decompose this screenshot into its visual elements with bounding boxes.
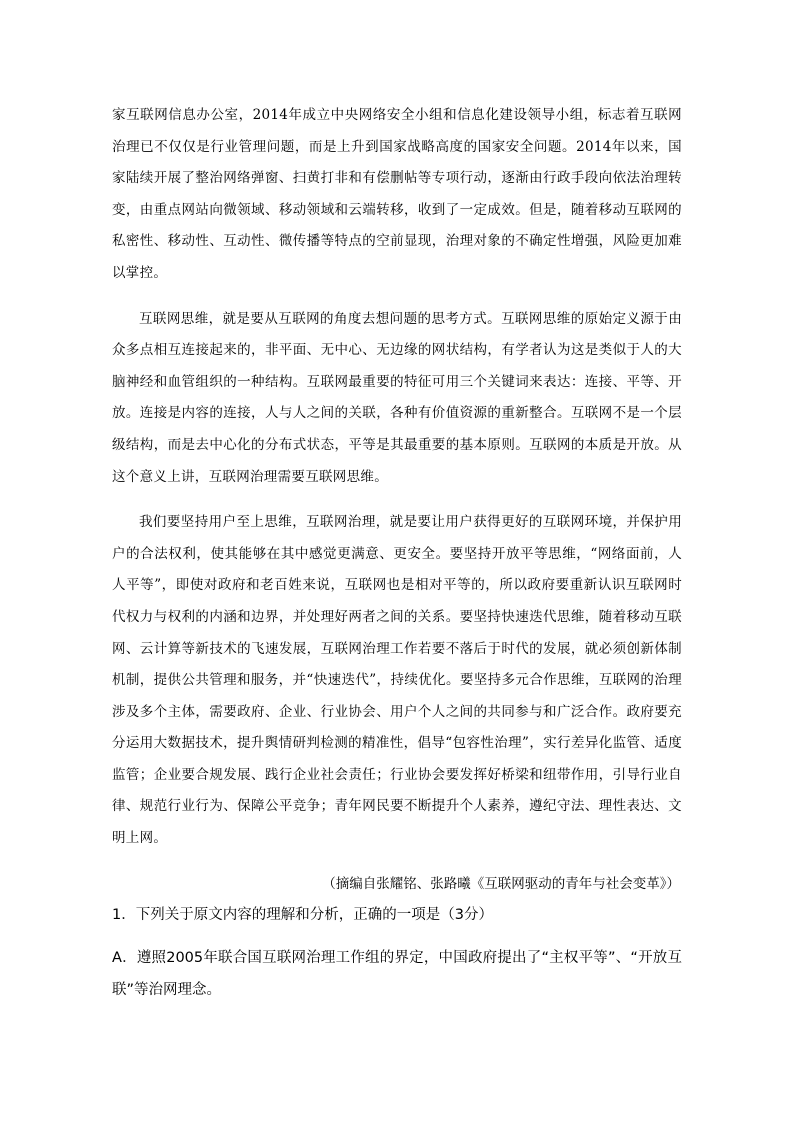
question-1 xyxy=(112,898,682,1016)
option-a: A．遵照2005年联合国互联网治理工作组的界定，中国政府提出了“主权平等”、“开放互联”等治网理念。 xyxy=(112,950,682,998)
passage-paragraph-2: 互联网思维，就是要从互联网的角度去想问题的思考方式。互联网思维的原始定义源于由众多点相互连接起来的，非平面、无中心、无边缘的网状结构，有学者认为这是类似于人的大脑神经和血管组织的一种结构。互联网最重要的特征可用三个关键词来表达：连接、平等、开放。连接是内容的连接，人与人之间的关联，各种有价值资源的重新整合。互联网不是一个层级结构，而是去中心化的分布式状态，平等是其最重要的基本原则。互联网的本质是开放。从这个意义上讲，互联网治理需要互联网思维。 xyxy=(112,310,682,485)
passage-source: （摘编自张耀铭、张路曦《互联网驱动的青年与社会变革》） xyxy=(322,875,680,892)
question-stem: 1．下列关于原文内容的理解和分析，正确的一项是（3分） xyxy=(112,907,493,923)
passage-paragraph-3: 我们要坚持用户至上思维，互联网治理，就是要让用户获得更好的互联网环境，并保护用户的合法权利，使其能够在其中感觉更满意、更安全。要坚持开放平等思维，“网络面前，人人平等”，即使对政府和老百姓来说，互联网也是相对平等的，所以政府要重新认识互联网时代权力与权利的内涵和边界，并处理好两者之间的关系。要坚持快速迭代思维，随着移动互联网、云计算等新技术的飞速发展，互联网治理工作若要不落后于时代的发展，就必须创新体制机制，提供公共管理和服务，并“快速迭代”，持续优化。要坚持多元合作思维，互联网的治理涉及多个主体，需要政府、企业、行业协会、用户个人之间的共同参与和广泛合作。政府要充分运用大数据技术，提升舆情研判检测的精准性，倡导“包容性治理”，实行差异化监管、适度监管；企业要合规发展、践行企业社会责任；行业协会要发挥好桥梁和纽带作用，引导行业自律、规范行业行为、保障公平竞争；青年网民要不断提升个人素养，遵纪守法、理性表达、文明上网。 xyxy=(112,514,682,847)
passage-paragraph-1: 家互联网信息办公室，2014年成立中央网络安全小组和信息化建设领导小组，标志着互联网治理已不仅仅是行业管理问题，而是上升到国家战略高度的国家安全问题。2014年以来，国家陆续开展了整治网络弹窗、扫黄打非和有偿删帖等专项行动，逐渐由行政手段向依法治理转变，由重点网站向微领域、移动领域和云端转移，收到了一定成效。但是，随着移动互联网的私密性、移动性、互动性、微传播等特点的空前显现，治理对象的不确定性增强，风险更加难以掌控。 xyxy=(112,107,682,281)
reading-passage xyxy=(112,100,682,900)
